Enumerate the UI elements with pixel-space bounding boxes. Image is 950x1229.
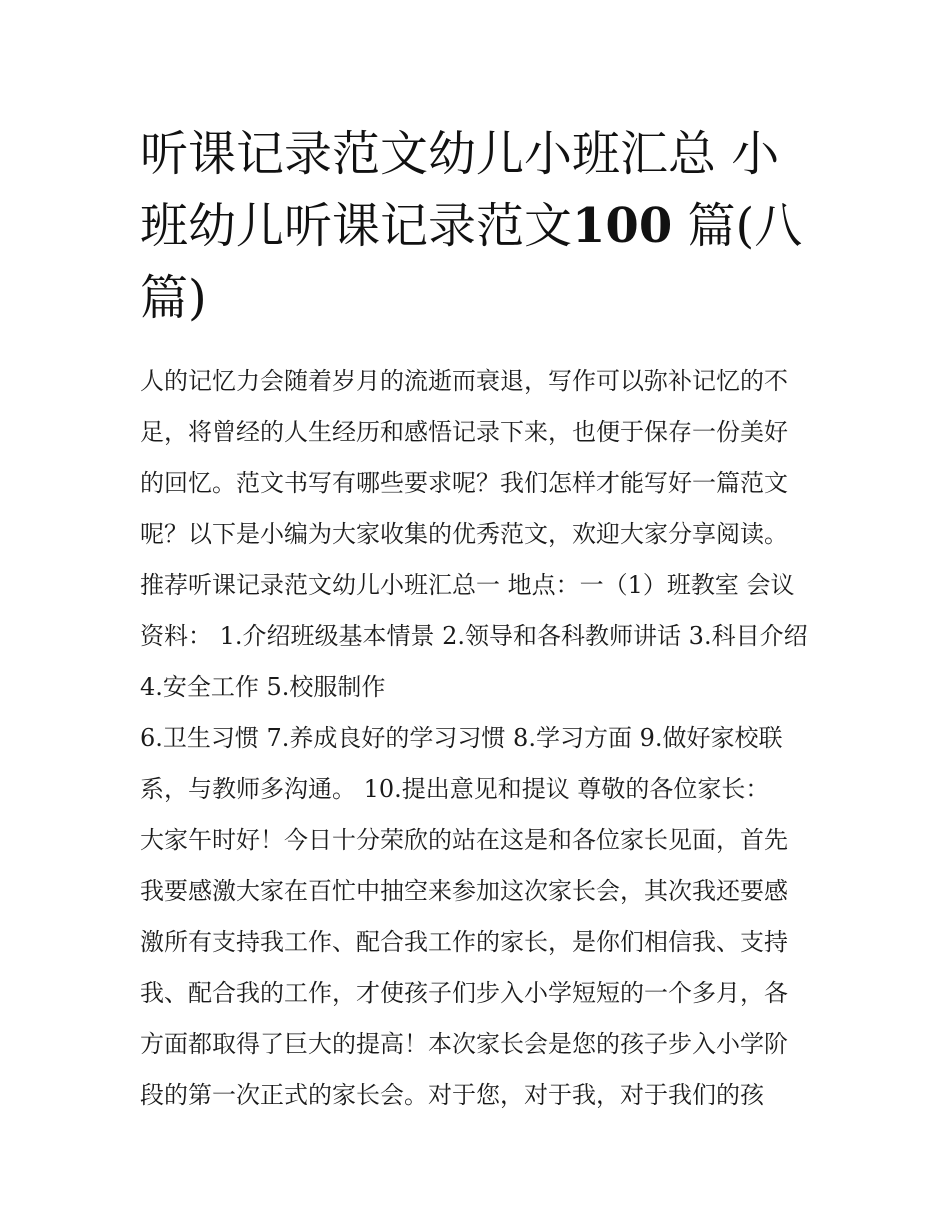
body-line: 6.卫生习惯 7.养成良好的学习习惯 8.学习方面 9.做好家校联: [140, 724, 783, 752]
body-line: 大家午时好！今日十分荣欣的站在这是和各位家长见面，首先: [140, 826, 788, 854]
page-title: [140, 118, 820, 334]
title-line-1: 听课记录范文幼儿小班汇总 小: [140, 126, 780, 182]
body-line: 方面都取得了巨大的提高！本次家长会是您的孩子步入小学阶: [140, 1030, 788, 1058]
body-line: 我、配合我的工作，才使孩子们步入小学短短的一个多月，各: [140, 979, 788, 1007]
title-line-2: [140, 190, 820, 262]
title-line-2-suffix: 篇(八: [672, 198, 803, 254]
title-number: 100: [572, 198, 673, 254]
body-line: 段的第一次正式的家长会。对于您，对于我，对于我们的孩: [140, 1081, 764, 1109]
body-line: 的回忆。范文书写有哪些要求呢？我们怎样才能写好一篇范文: [140, 469, 788, 497]
body-text: [140, 356, 820, 1121]
title-line-2-text: 班幼儿听课记录范文: [140, 198, 573, 254]
title-line-3: 篇): [140, 270, 207, 326]
body-line: 推荐听课记录范文幼儿小班汇总一 地点：一（1）班教室 会议: [140, 571, 795, 599]
body-line: 激所有支持我工作、配合我工作的家长，是你们相信我、支持: [140, 928, 788, 956]
body-line: 4.安全工作 5.校服制作: [140, 673, 386, 701]
body-line: 系，与教师多沟通。 10.提出意见和提议 尊敬的各位家长：: [140, 775, 770, 803]
body-line: 资料： 1.介绍班级基本情景 2.领导和各科教师讲话 3.科目介绍: [140, 622, 808, 650]
body-line: 人的记忆力会随着岁月的流逝而衰退，写作可以弥补记忆的不: [140, 367, 788, 395]
body-line: 足，将曾经的人生经历和感悟记录下来，也便于保存一份美好: [140, 418, 788, 446]
body-line: 我要感激大家在百忙中抽空来参加这次家长会，其次我还要感: [140, 877, 788, 905]
body-line: 呢？以下是小编为大家收集的优秀范文，欢迎大家分享阅读。: [140, 520, 788, 548]
